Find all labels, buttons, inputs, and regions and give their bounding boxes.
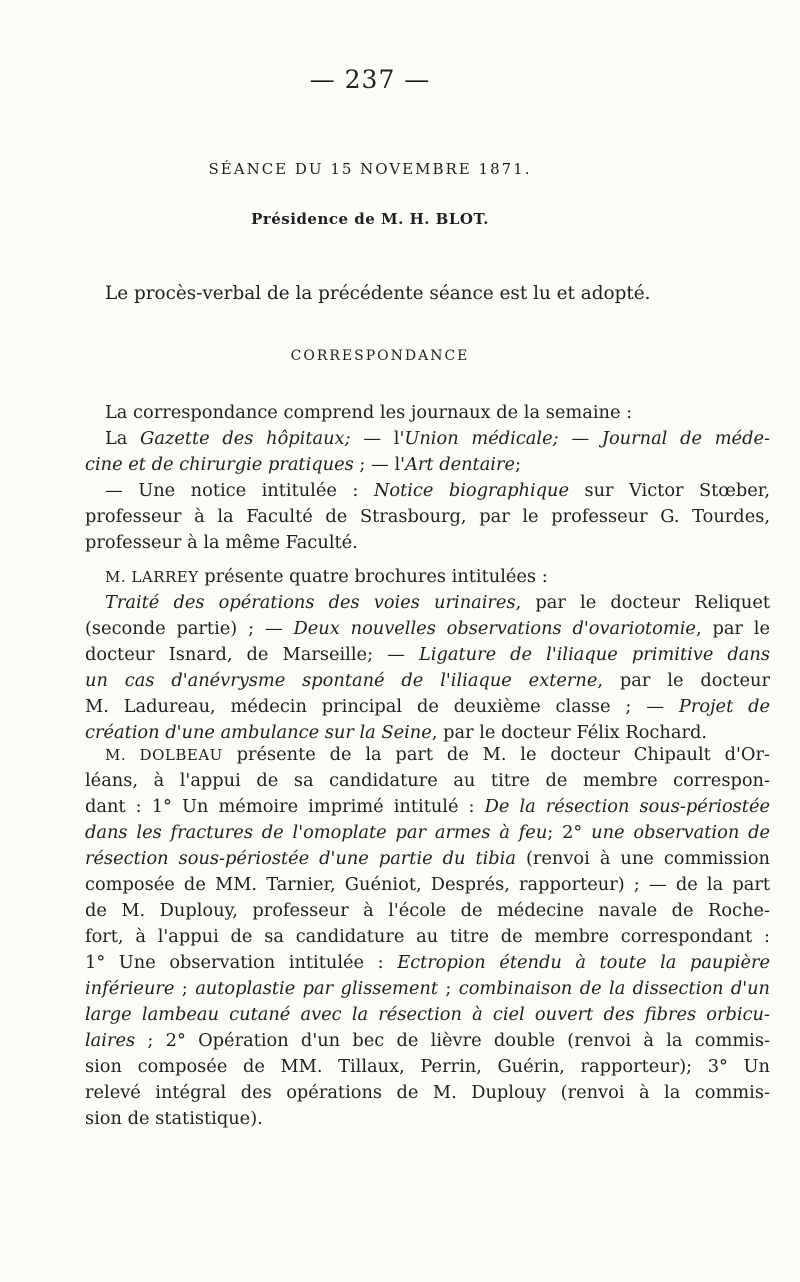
text-span: présente quatre brochures intitulées : xyxy=(198,566,548,587)
work-title: Ectropion étendu à toute la paupière xyxy=(397,952,770,973)
text-line xyxy=(85,846,770,872)
work-title: large lambeau cutané avec la résection à ciel ouvert des fibres orbicu- xyxy=(85,1004,770,1025)
text-line xyxy=(85,400,770,426)
paragraph-larrey xyxy=(85,564,770,746)
seance-title: SÉANCE DU 15 NOVEMBRE 1871. xyxy=(208,160,532,178)
text-span: ; xyxy=(437,978,459,999)
paragraph-correspondance xyxy=(85,400,770,556)
text-span: ; — l' xyxy=(353,454,406,475)
journal-title: Gazette des hôpitaux; xyxy=(140,428,351,449)
text-span: — Une notice intitulée : xyxy=(105,480,374,501)
text-span: ; 2° xyxy=(547,822,592,843)
text-line xyxy=(85,898,770,924)
paragraph-dolbeau xyxy=(85,742,770,1132)
text-span: , par le docteur Reliquet xyxy=(515,592,770,613)
text-line xyxy=(85,530,770,556)
text-span: La correspondance comprend les journaux de la semaine : xyxy=(105,402,633,423)
text-span: présente de la part de M. le docteur Chipault d'Or- xyxy=(222,744,770,765)
text-line xyxy=(85,504,770,530)
text-line xyxy=(85,668,770,694)
brochure-title: Traité des opérations des voies urinaires xyxy=(105,592,516,613)
text-span: — l' xyxy=(350,428,405,449)
text-line xyxy=(85,564,770,590)
work-title: autoplastie par glissement xyxy=(195,978,438,999)
text-line xyxy=(85,950,770,976)
text-line xyxy=(85,872,770,898)
text-span: , par le docteur Félix Rochard. xyxy=(431,722,707,743)
text-line xyxy=(85,1002,770,1028)
text-span: , par le docteur xyxy=(597,670,771,691)
work-title: inférieure xyxy=(85,978,175,999)
text-line xyxy=(85,1054,770,1080)
text-line xyxy=(85,426,770,452)
speaker-name: M. DOLBEAU xyxy=(105,746,223,764)
text-span: sion composée de MM. Tillaux, Perrin, Guérin, rapporteur); 3° Un xyxy=(85,1056,770,1077)
text-span: professeur à la même Faculté. xyxy=(85,532,358,553)
text-span: relevé intégral des opérations de M. Duplouy (renvoi à la commis- xyxy=(85,1082,770,1103)
work-title: résection sous-périostée d'une partie du tibia xyxy=(85,848,516,869)
text-span: fort, à l'appui de sa candidature au titre de membre correspondant : xyxy=(85,926,770,947)
text-line xyxy=(85,794,770,820)
text-line xyxy=(85,742,770,768)
text-span: docteur Isnard, de Marseille; — xyxy=(85,644,419,665)
work-title: dans les fractures de l'omoplate par armes à feu xyxy=(85,822,548,843)
text-span: M. Ladureau, médecin principal de deuxième classe ; — xyxy=(85,696,679,717)
text-span: de M. Duplouy, professeur à l'école de médecine navale de Roche- xyxy=(85,900,770,921)
brochure-title: Projet de xyxy=(678,696,770,717)
text-line xyxy=(85,1106,770,1132)
correspondance-heading: CORRESPONDANCE xyxy=(290,348,470,364)
text-line xyxy=(85,642,770,668)
text-span: , par le xyxy=(695,618,770,639)
text-line xyxy=(85,1080,770,1106)
text-span: professeur à la Faculté de Strasbourg, par le professeur G. Tourdes, xyxy=(85,506,770,527)
text-span: 1° Une observation intitulée : xyxy=(85,952,398,973)
work-title: laires xyxy=(85,1030,136,1051)
text-span: léans, à l'appui de sa candidature au titre de membre correspon- xyxy=(85,770,770,791)
text-span: ; xyxy=(515,454,522,475)
journal-title: Union médicale; xyxy=(404,428,559,449)
text-line xyxy=(85,590,770,616)
text-line xyxy=(85,1028,770,1054)
text-span: ; 2° Opération d'un bec de lièvre double (renvoi à la commis- xyxy=(135,1030,770,1051)
brochure-title: Ligature de l'iliaque primitive dans xyxy=(419,644,770,665)
presidence-line: Présidence de M. H. BLOT. xyxy=(251,210,489,228)
text-line xyxy=(85,452,770,478)
text-line xyxy=(85,768,770,794)
work-title: De la résection sous-périostée xyxy=(484,796,770,817)
journal-title: Art dentaire xyxy=(405,454,516,475)
work-title: combinaison de la dissection d'un xyxy=(458,978,771,999)
text-span: sion de statistique). xyxy=(85,1108,263,1129)
text-line xyxy=(85,694,770,720)
brochure-title: Deux nouvelles observations d'ovariotomie xyxy=(293,618,696,639)
text-span: sur Victor Stœber, xyxy=(569,480,770,501)
notice-title: Notice biographique xyxy=(373,480,569,501)
proces-verbal-line: Le procès-verbal de la précédente séance est lu et adopté. xyxy=(105,283,651,304)
text-span: dant : 1° Un mémoire imprimé intitulé : xyxy=(85,796,485,817)
journal-title: Journal de méde- xyxy=(601,428,770,449)
text-line xyxy=(85,478,770,504)
text-line xyxy=(85,924,770,950)
text-span: composée de MM. Tarnier, Guéniot, Després, rapporteur) ; — de la part xyxy=(85,874,770,895)
brochure-title: création d'une ambulance sur la Seine xyxy=(85,722,432,743)
text-span: (renvoi à une commission xyxy=(515,848,770,869)
text-span: (seconde partie) ; — xyxy=(85,618,294,639)
speaker-name: M. LARREY xyxy=(105,568,199,586)
text-span: — xyxy=(558,428,602,449)
work-title: une observation de xyxy=(591,822,771,843)
text-line xyxy=(85,616,770,642)
text-line xyxy=(85,976,770,1002)
brochure-title: un cas d'anévrysme spontané de l'iliaque externe xyxy=(85,670,598,691)
text-span: ; xyxy=(174,978,196,999)
text-line xyxy=(85,820,770,846)
journal-title: cine et de chirurgie pratiques xyxy=(85,454,354,475)
text-span: La xyxy=(105,428,141,449)
page-number: — 237 — xyxy=(309,65,431,94)
